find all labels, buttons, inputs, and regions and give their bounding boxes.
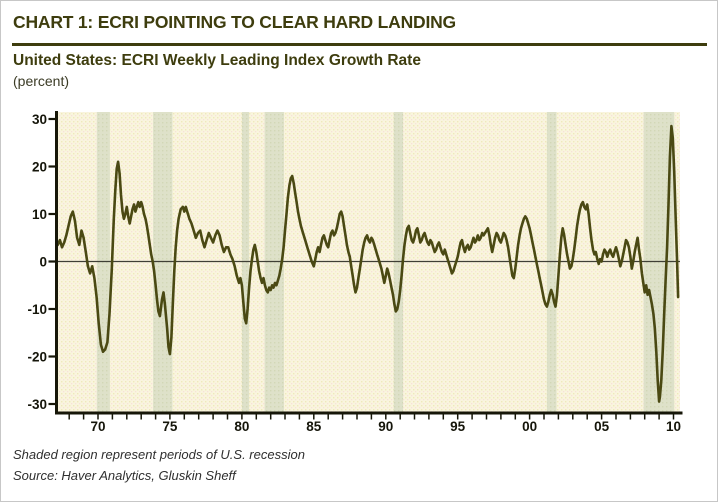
recession-band <box>547 112 557 413</box>
recession-footnote: Shaded region represent periods of U.S. recession <box>13 447 305 462</box>
y-tick-label: -10 <box>27 301 47 317</box>
x-tick-label: 80 <box>234 419 250 434</box>
page-title: CHART 1: ECRI POINTING TO CLEAR HARD LANDING <box>13 12 456 32</box>
x-tick-label: 05 <box>594 419 610 434</box>
ecri-wli-growth-chart <box>1 1 718 502</box>
x-tick-label: 95 <box>450 419 466 434</box>
unit-label: (percent) <box>13 73 70 89</box>
plot-background <box>58 112 680 413</box>
recession-band <box>153 112 172 413</box>
x-tick-label: 70 <box>90 419 106 434</box>
y-tick-label: 0 <box>39 254 47 270</box>
source-line: Source: Haver Analytics, Gluskin Sheff <box>13 468 236 483</box>
y-tick-label: -30 <box>27 396 47 412</box>
chart-subtitle: United States: ECRI Weekly Leading Index Growth Rate <box>13 52 421 69</box>
x-tick-label: 00 <box>522 419 538 434</box>
y-tick-label: 20 <box>31 159 47 175</box>
x-tick-label: 90 <box>378 419 394 434</box>
x-tick-label: 10 <box>665 419 682 434</box>
x-tick-label: 85 <box>306 419 322 434</box>
recession-band <box>242 112 249 413</box>
y-tick-label: -20 <box>27 349 47 365</box>
y-tick-label: 30 <box>31 111 47 127</box>
x-tick-label: 75 <box>162 419 178 434</box>
y-tick-label: 10 <box>31 206 47 222</box>
recession-band <box>97 112 110 413</box>
